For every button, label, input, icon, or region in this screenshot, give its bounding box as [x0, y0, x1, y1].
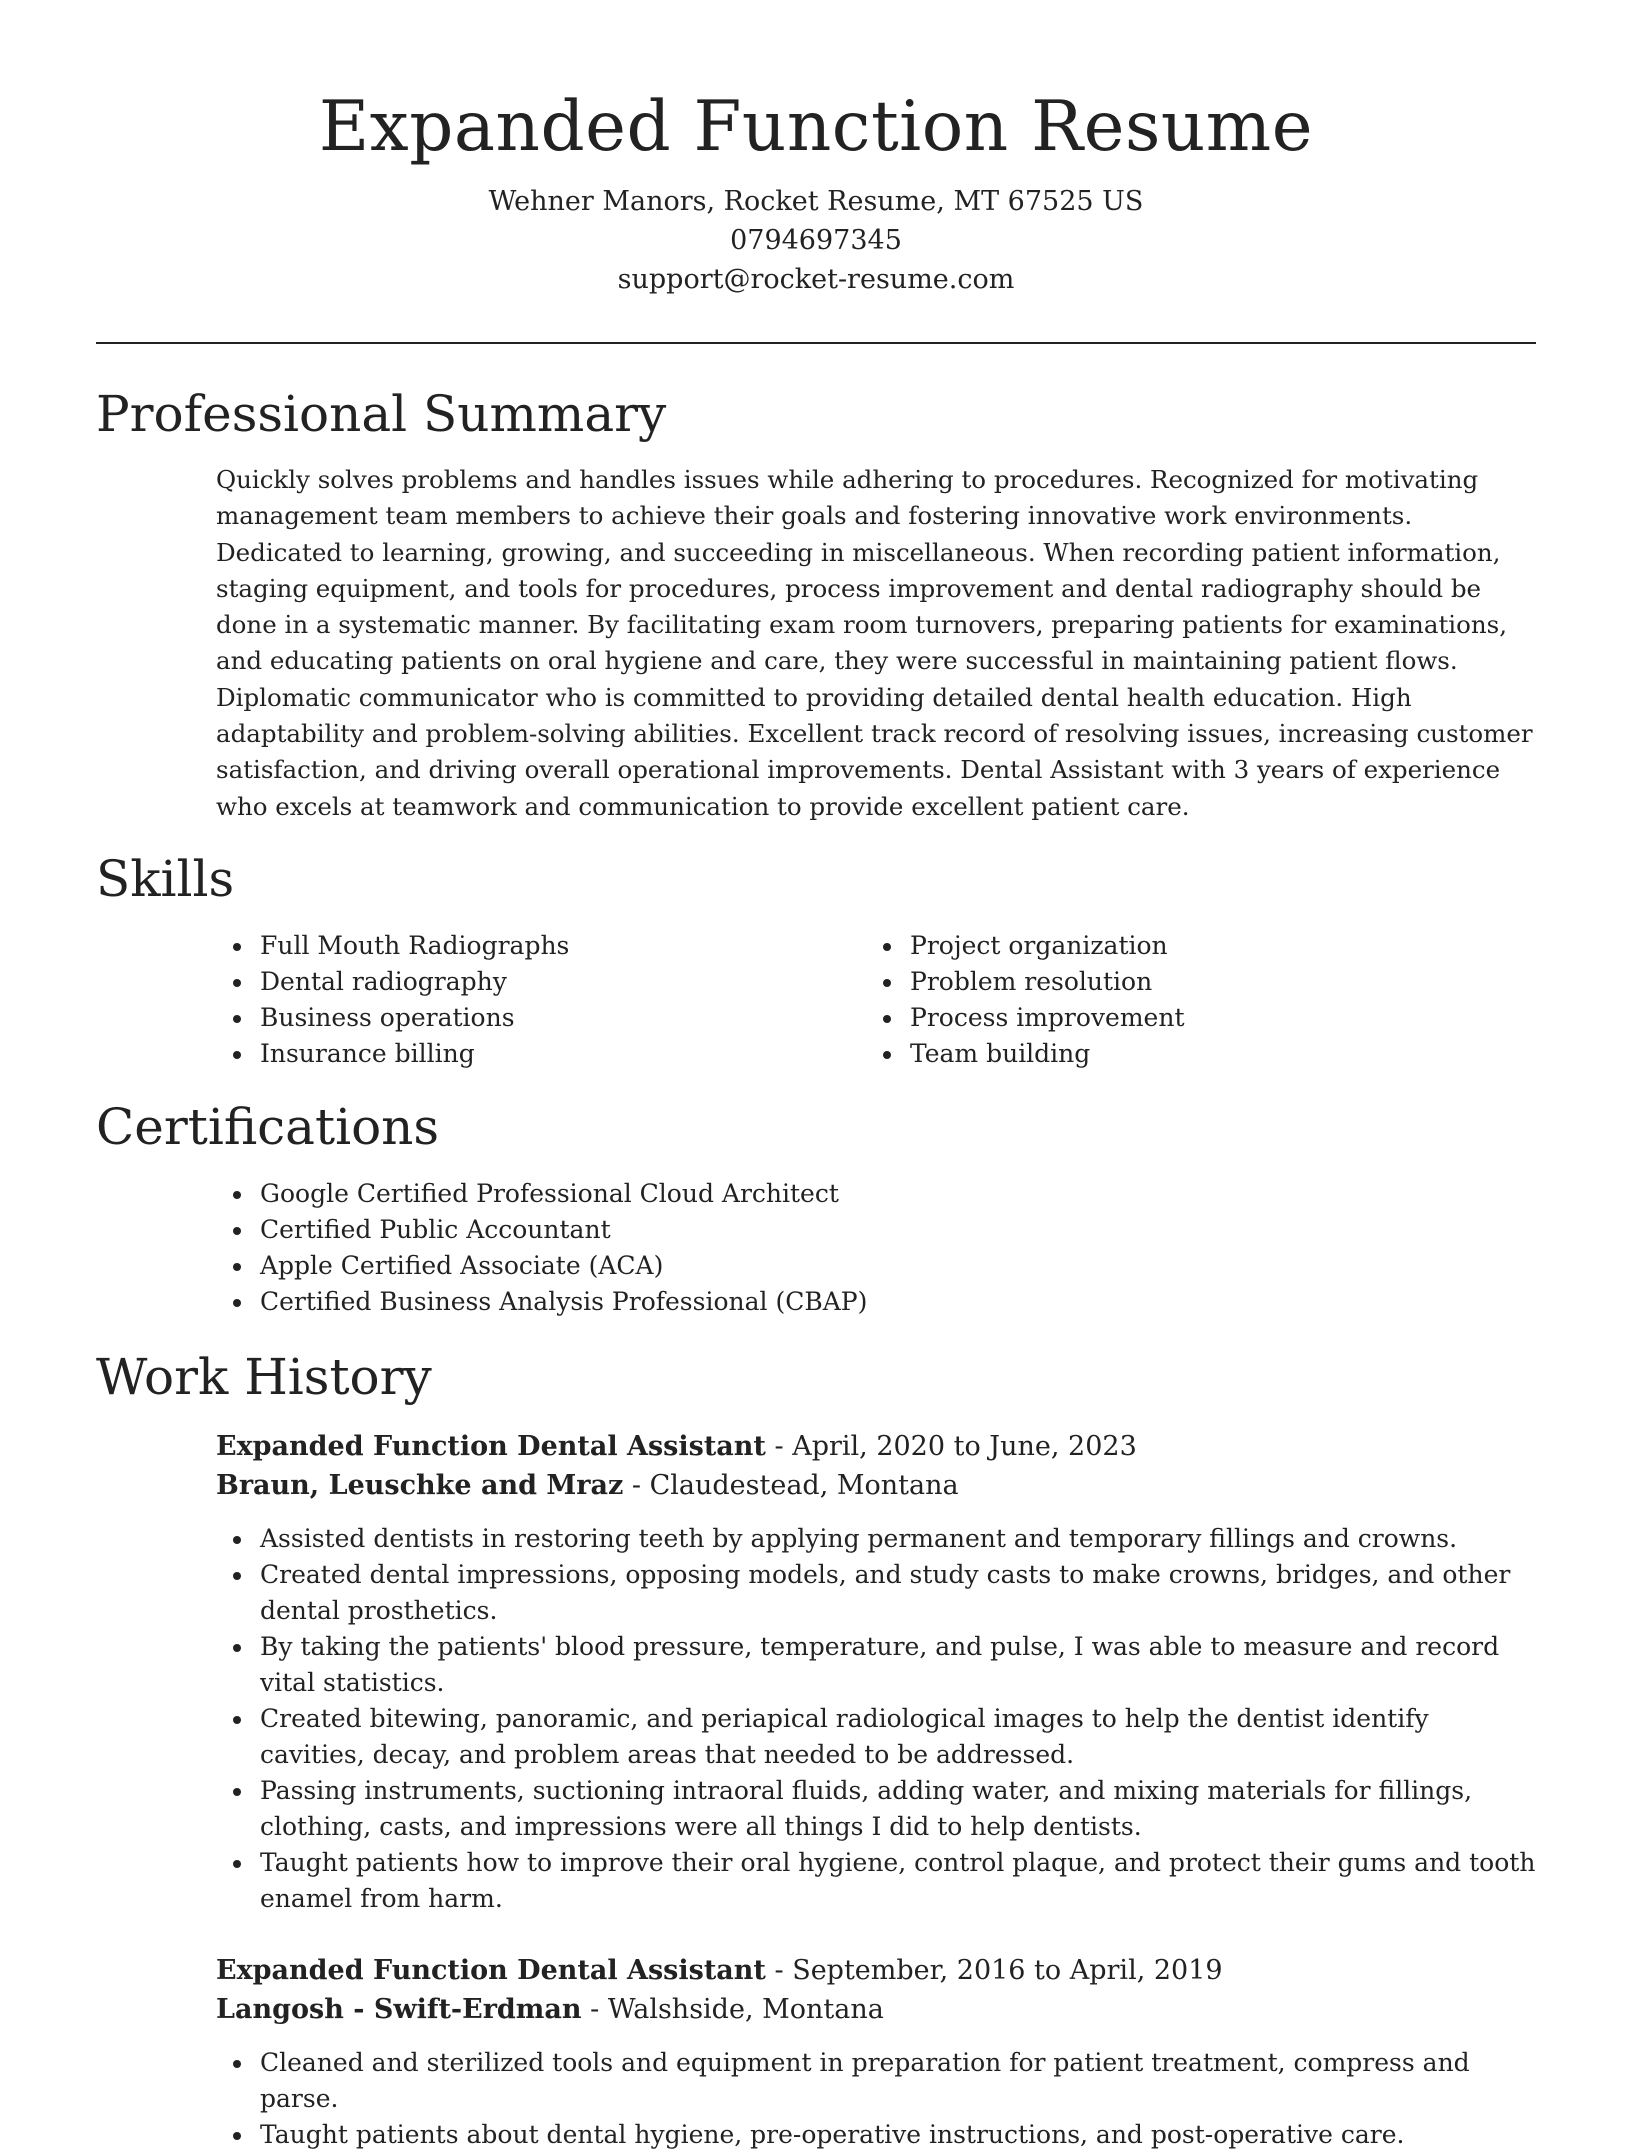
job-dates: September, 2016 to April, 2019 — [792, 1955, 1223, 1986]
skill-item: Full Mouth Radiographs — [216, 928, 816, 964]
summary-text: Quickly solves problems and handles issues while adhering to procedures. Recognized for motivating management team members to achieve their goals and fostering innovative work environments. Dedicated to learning, growing, and succeeding in miscellaneous. When recording patient information, staging equipment, and tools for procedures, process improvement and dental radiography should be done in a systematic manner. By facilitating exam room turnovers, preparing patients for examinations, and educating patients on oral hygiene and care, they were successful in maintaining patient flows. Diplomatic communicator who is committed to providing detailed dental health education. High adaptability and problem-solving abilities. Excellent track record of resolving issues, increasing customer satisfaction, and driving overall operational improvements. Dental Assistant with 3 years of experience who excels at teamwork and communication to provide excellent patient care. — [216, 465, 1533, 821]
certifications-list — [216, 1176, 1536, 1320]
job-bullet: Passing instruments, suctioning intraoral fluids, adding water, and mixing materials for fillings, clothing, casts, and impressions were all things I did to help dentists. — [216, 1773, 1536, 1845]
certification-item: Certified Public Accountant — [216, 1212, 1536, 1248]
header-divider — [96, 342, 1536, 344]
skill-item: Process improvement — [866, 1000, 1466, 1036]
section-title-work-history: Work History — [96, 1348, 432, 1406]
job-heading — [216, 1427, 1536, 1505]
job-company-line: Braun, Leuschke and Mraz - Claudestead, Montana — [216, 1470, 959, 1501]
skill-item: Insurance billing — [216, 1036, 816, 1072]
skill-item: Dental radiography — [216, 964, 816, 1000]
job-bullets — [216, 1521, 1536, 1917]
job-bullet: By taking the patients' blood pressure, temperature, and pulse, I was able to measure and record vital statistics. — [216, 1629, 1536, 1701]
skill-item: Business operations — [216, 1000, 816, 1036]
skills-list-right — [866, 928, 1466, 1072]
skill-item: Team building — [866, 1036, 1466, 1072]
job-location: Walshside, Montana — [607, 1994, 884, 2025]
job-company-line: Langosh - Swift-Erdman - Walshside, Montana — [216, 1994, 884, 2025]
job-role: Expanded Function Dental Assistant — [216, 1431, 766, 1462]
job-bullets — [216, 2045, 1536, 2153]
job-bullet: Taught patients about dental hygiene, pre-operative instructions, and post-operative care. — [216, 2117, 1536, 2153]
job-heading — [216, 1951, 1536, 2029]
section-title-summary: Professional Summary — [96, 385, 667, 443]
contact-email: support@rocket-resume.com — [617, 264, 1015, 295]
skill-item: Project organization — [866, 928, 1466, 964]
job-company: Langosh - Swift-Erdman — [216, 1994, 582, 2025]
certification-item: Certified Business Analysis Professional (CBAP) — [216, 1284, 1536, 1320]
job-dates: April, 2020 to June, 2023 — [792, 1431, 1137, 1462]
job-role: Expanded Function Dental Assistant — [216, 1955, 766, 1986]
contact-address: Wehner Manors, Rocket Resume, MT 67525 US — [488, 186, 1144, 217]
job-location: Claudestead, Montana — [649, 1470, 959, 1501]
job-bullet: Created bitewing, panoramic, and periapical radiological images to help the dentist identify cavities, decay, and problem areas that needed to be addressed. — [216, 1701, 1536, 1773]
contact-phone: 0794697345 — [730, 225, 902, 256]
job-bullet: Cleaned and sterilized tools and equipment in preparation for patient treatment, compress and parse. — [216, 2045, 1536, 2117]
job-title-line: Expanded Function Dental Assistant - April, 2020 to June, 2023 — [216, 1431, 1137, 1462]
job-company: Braun, Leuschke and Mraz — [216, 1470, 624, 1501]
skill-item: Problem resolution — [866, 964, 1466, 1000]
contact-block — [0, 182, 1632, 299]
resume-name: Expanded Function Resume — [318, 87, 1314, 167]
section-title-certifications: Certifications — [96, 1098, 440, 1156]
certification-item: Google Certified Professional Cloud Architect — [216, 1176, 1536, 1212]
job-title-line: Expanded Function Dental Assistant - September, 2016 to April, 2019 — [216, 1955, 1223, 1986]
job-bullet: Created dental impressions, opposing models, and study casts to make crowns, bridges, and other dental prosthetics. — [216, 1557, 1536, 1629]
skills-list-left — [216, 928, 816, 1072]
section-title-skills: Skills — [96, 850, 235, 908]
job-bullet: Assisted dentists in restoring teeth by applying permanent and temporary fillings and crowns. — [216, 1521, 1536, 1557]
certification-item: Apple Certified Associate (ACA) — [216, 1248, 1536, 1284]
job-bullet: Taught patients how to improve their oral hygiene, control plaque, and protect their gums and tooth enamel from harm. — [216, 1845, 1536, 1917]
resume-header — [0, 82, 1632, 299]
